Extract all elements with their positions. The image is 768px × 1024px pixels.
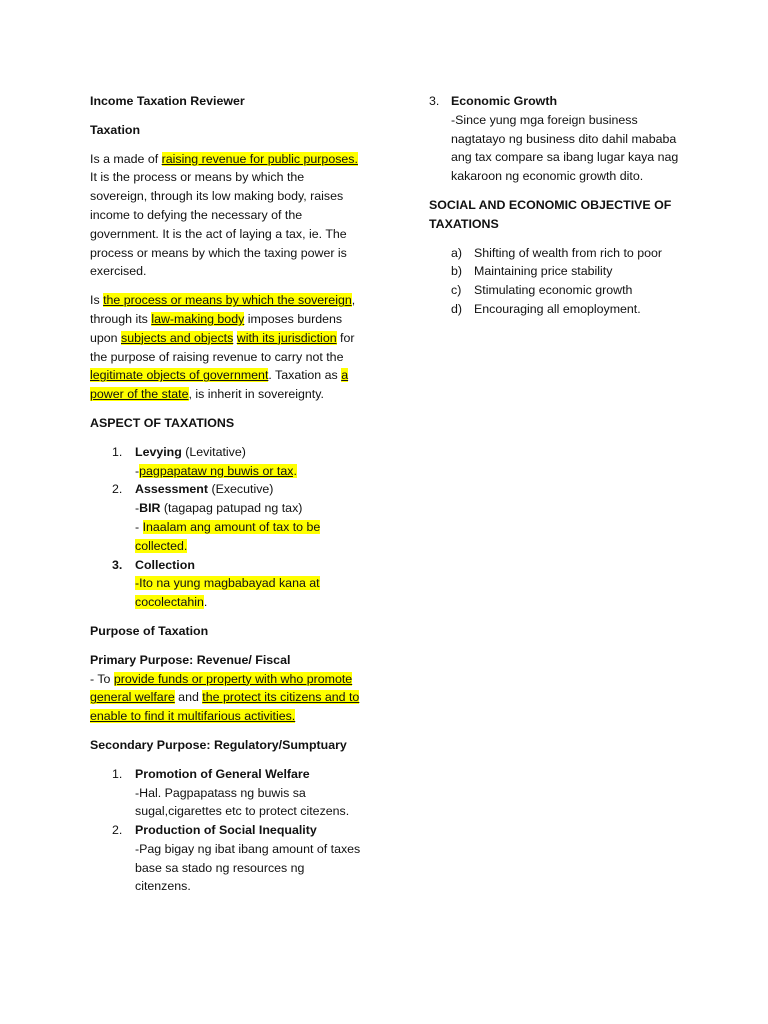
highlighted-text: legitimate objects of government xyxy=(90,368,269,383)
list-item-text: -Hal. Pagpapatass ng buwis sa sugal,cigarettes etc to protect citezens. xyxy=(135,785,350,819)
text-run: (Executive) xyxy=(208,482,274,497)
text-run: . xyxy=(203,595,208,610)
list-number: 3. xyxy=(429,94,440,108)
bold-text: BIR xyxy=(139,501,161,516)
list-item xyxy=(90,480,362,555)
list-number: 1. xyxy=(112,444,123,459)
text-run: , through its xyxy=(90,293,356,326)
document-title: Income Taxation Reviewer xyxy=(90,94,245,108)
primary-purpose-heading: Primary Purpose: Revenue/ Fiscal xyxy=(90,652,291,667)
left-column xyxy=(90,92,362,906)
list-letter: c) xyxy=(451,283,462,298)
secondary-purpose-list xyxy=(90,765,362,897)
highlighted-text: the process or means by which the sovereign xyxy=(103,293,352,308)
list-number: 2. xyxy=(112,482,123,497)
text-run: , is inherit in sovereignty. xyxy=(188,387,324,402)
right-column xyxy=(429,92,689,329)
list-item xyxy=(429,244,689,263)
list-item-text: Maintaining price stability xyxy=(474,264,613,279)
text-run: imposes burdens upon xyxy=(90,311,343,345)
list-item xyxy=(429,281,689,300)
list-item-text: Encouraging all emoployment. xyxy=(474,301,641,316)
list-item-title: Collection xyxy=(135,557,195,572)
text-run: - To xyxy=(90,671,114,686)
text-run: Is a made of xyxy=(90,151,162,166)
list-item-title: Assessment xyxy=(135,482,209,497)
taxation-heading: Taxation xyxy=(90,122,141,137)
list-item xyxy=(429,262,689,281)
list-item xyxy=(90,821,362,896)
text-run: Is xyxy=(90,293,104,308)
list-item-text: -Pag bigay ng ibat ibang amount of taxes base sa stado ng resources ng citenzens. xyxy=(135,841,361,894)
list-item-title: Production of Social Inequality xyxy=(135,823,317,838)
list-item xyxy=(90,765,362,821)
highlighted-text: Ito na yung magbabayad kana at cocolectahin xyxy=(135,576,320,610)
text-run: . Taxation as xyxy=(268,368,342,383)
list-item-text: Stimulating economic growth xyxy=(474,283,633,298)
text-run: for the purpose of raising revenue to carry not the xyxy=(90,330,355,364)
highlighted-text: pagpapataw ng buwis or tax xyxy=(139,463,294,478)
text-run: It is the process or means by which the sovereign, through its low making body, raises income to defying the necessary of the government. It is the act of laying a tax, ie. The process or means by which the taxing power is exercised. xyxy=(90,170,347,279)
list-item-title: Levying xyxy=(135,444,182,459)
text-run: - xyxy=(135,576,140,591)
secondary-purpose-heading: Secondary Purpose: Regulatory/Sumptuary xyxy=(90,737,347,752)
text-run: (tagapag patupad ng tax) xyxy=(160,501,303,516)
text-run: and xyxy=(174,690,203,705)
objectives-heading: SOCIAL AND ECONOMIC OBJECTIVE OF TAXATIONS xyxy=(429,197,672,231)
primary-purpose-paragraph xyxy=(90,651,362,726)
aspects-list xyxy=(90,443,362,612)
highlighted-text: with its jurisdiction xyxy=(236,330,337,345)
text-run: - xyxy=(135,501,140,516)
purpose-heading: Purpose of Taxation xyxy=(90,623,209,638)
highlighted-text: subjects and objects xyxy=(121,330,234,345)
text-run: - xyxy=(135,519,143,534)
highlighted-text: law-making body xyxy=(151,311,245,326)
list-item xyxy=(90,443,362,481)
list-item xyxy=(429,92,689,186)
list-letter: b) xyxy=(451,264,463,279)
list-item-title: Economic Growth xyxy=(451,94,558,108)
text-run: (Levitative) xyxy=(181,444,246,459)
taxation-definition-paragraph-1 xyxy=(90,150,362,282)
highlighted-text: Inaalam ang amount of tax to be collected. xyxy=(135,519,321,553)
list-item-text: -Since yung mga foreign business nagtatayo ng business dito dahil mababa ang tax compare sa ibang lugar kaya nag kakaroon ng economic growth dito. xyxy=(451,112,679,184)
list-item xyxy=(90,556,362,612)
economic-growth-list xyxy=(429,92,689,186)
highlighted-text: the protect its citizens and to enable to find it multifarious activities. xyxy=(90,690,360,724)
highlighted-text: raising revenue for public purposes. xyxy=(161,151,358,166)
aspects-heading: ASPECT OF TAXATIONS xyxy=(90,415,235,430)
list-number: 3. xyxy=(112,557,123,572)
taxation-definition-paragraph-2 xyxy=(90,291,362,404)
highlighted-text: provide funds or property with who promote general welfare xyxy=(90,671,353,705)
text-run: . xyxy=(293,463,297,478)
list-item-title: Promotion of General Welfare xyxy=(135,766,310,781)
text-run: - xyxy=(135,463,140,478)
list-item-text: Shifting of wealth from rich to poor xyxy=(474,245,663,260)
list-number: 2. xyxy=(112,823,123,838)
list-letter: a) xyxy=(451,245,463,260)
highlighted-text: a power of the state xyxy=(90,368,349,402)
list-number: 1. xyxy=(112,766,123,781)
list-letter: d) xyxy=(451,301,463,316)
objectives-list xyxy=(429,244,689,319)
list-item xyxy=(429,300,689,319)
